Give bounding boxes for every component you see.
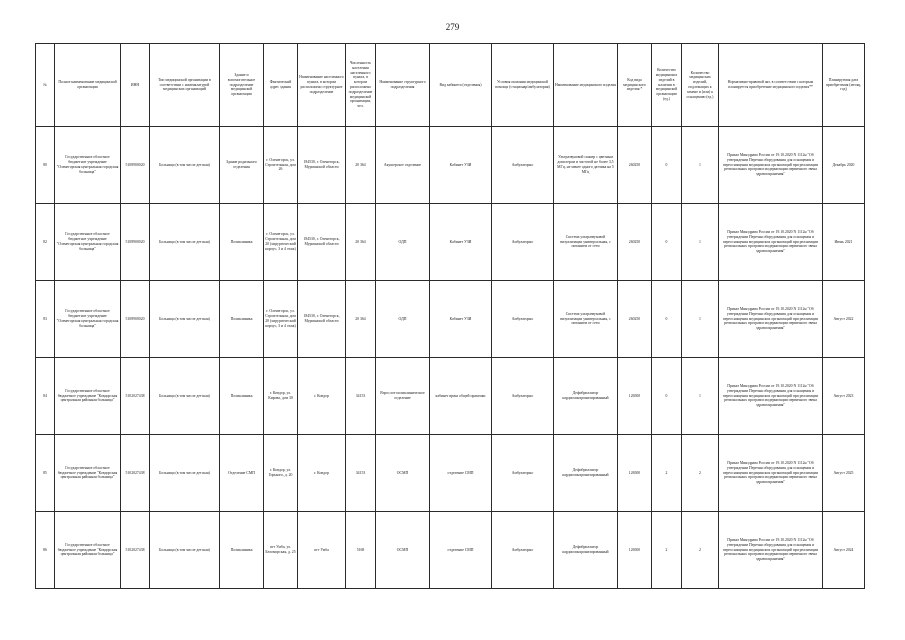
room-cell: кабинет врача общей практики [430, 358, 492, 435]
conditions-cell: Амбулаторно [492, 281, 554, 358]
header-cell: Фактический адрес здания [264, 44, 298, 127]
qty-need-cell: 1 [682, 358, 719, 435]
building-cell: Поликлиника [220, 512, 264, 589]
product-cell: Дефибриллятор кардиосинхронизированный [554, 512, 618, 589]
planned-date-cell: Декабрь 2020 [823, 127, 865, 204]
address-cell: г. Оленегорск, ул. Строительная, дом 26 [264, 127, 298, 204]
code-cell: 260250 [618, 204, 652, 281]
qty-need-cell: 2 [682, 512, 719, 589]
organization-name: Государственное областное бюджетное учреждение "Оленегорская центральная городская больница" [55, 127, 121, 204]
qty-have-cell: 2 [652, 512, 682, 589]
regulation-cell: Приказ Минздрава России от 19.10.2020 N 1112н "Об утверждении Перечня оборудования для оснащения и переоснащения медицинских организаций при реализации региональных программ модернизации первичного звена здравоохранения" [719, 512, 823, 589]
table-row [36, 281, 865, 358]
inn-cell: 5108900020 [121, 204, 150, 281]
organization-name: Государственное областное бюджетное учреждение "Ковдорская центральная районная больница" [55, 435, 121, 512]
regulation-cell: Приказ Минздрава России от 19.10.2020 N 1112н "Об утверждении Перечня оборудования для оснащения и переоснащения медицинских организаций при реализации региональных программ модернизации первичного звена здравоохранения" [719, 204, 823, 281]
row-number: 80 [36, 127, 55, 204]
population-cell: 20 364 [346, 281, 376, 358]
header-cell: Вид кабинета (отделения) [430, 44, 492, 127]
department-cell: Взрослое поликлиническое отделение [376, 358, 430, 435]
header-cell: Количество медицинских изделий, подлежащих к замене и (или) к оснащению (ед.) [682, 44, 719, 127]
building-cell: Поликлиника [220, 204, 264, 281]
header-cell: Здание и вспомогательное подразделение медицинской организации [220, 44, 264, 127]
equipment-table [35, 43, 865, 589]
code-cell: 260250 [618, 281, 652, 358]
code-cell: 126500 [618, 358, 652, 435]
row-number: 82 [36, 204, 55, 281]
inn-cell: 5108900020 [121, 127, 150, 204]
planned-date-cell: Август 2024 [823, 512, 865, 589]
locality-cell: 184530, г. Оленегорск, Мурманской области [298, 127, 346, 204]
department-cell: ОДП [376, 281, 430, 358]
inn-cell: 5102027438 [121, 512, 150, 589]
organization-type: Больница (в том числе детская) [150, 281, 220, 358]
product-cell: Система ультразвуковой визуализации универсальная, с питанием от сети [554, 204, 618, 281]
conditions-cell: Амбулаторно [492, 127, 554, 204]
room-cell: Кабинет УЗИ [430, 281, 492, 358]
department-cell: Акушерское отделение [376, 127, 430, 204]
code-cell: 126500 [618, 512, 652, 589]
row-number: 83 [36, 281, 55, 358]
product-cell: Дефибриллятор кардиосинхронизированный [554, 435, 618, 512]
population-cell: 34153 [346, 435, 376, 512]
header-cell: Тип медицинской организации в соответствии с номенклатурой медицинских организаций [150, 44, 220, 127]
code-cell: 126500 [618, 435, 652, 512]
product-cell: Ультразвуковой сканер с цветным допплером и частотой не более 3,5 МГц, не менее одного датчика на 5 МГц [554, 127, 618, 204]
table-header-row [36, 44, 865, 127]
qty-have-cell: 2 [652, 435, 682, 512]
header-cell: ИНН [121, 44, 150, 127]
organization-name: Государственное областное бюджетное учреждение "Оленегорская центральная городская больница" [55, 204, 121, 281]
conditions-cell: Амбулаторно [492, 435, 554, 512]
address-cell: г. Оленегорск, ул. Строительная, дом 20 (хирургический корпус, 3 и 4 этаж) [264, 281, 298, 358]
header-cell: Наименование структурного подразделения [376, 44, 430, 127]
row-number: 86 [36, 512, 55, 589]
organization-type: Больница (в том числе детская) [150, 204, 220, 281]
population-cell: 34153 [346, 358, 376, 435]
qty-have-cell: 0 [652, 281, 682, 358]
inn-cell: 5108900020 [121, 281, 150, 358]
header-cell: Нормативно-правовой акт, в соответствии с которым планируется приобретение медицинского изделия** [719, 44, 823, 127]
room-cell: отделение СМП [430, 512, 492, 589]
locality-cell: 184530, г. Оленегорск, Мурманской области [298, 281, 346, 358]
header-cell: Код вида медицинского изделия * [618, 44, 652, 127]
department-cell: ОСМП [376, 435, 430, 512]
room-cell: Кабинет УЗИ [430, 127, 492, 204]
qty-have-cell: 0 [652, 358, 682, 435]
building-cell: Поликлиника [220, 358, 264, 435]
organization-type: Больница (в том числе детская) [150, 127, 220, 204]
building-cell: Здание родильного отделения [220, 127, 264, 204]
regulation-cell: Приказ Минздрава России от 19.10.2020 N 1112н "Об утверждении Перечня оборудования для оснащения и переоснащения медицинских организаций при реализации региональных программ модернизации первичного звена здравоохранения" [719, 127, 823, 204]
inn-cell: 5102027438 [121, 435, 150, 512]
conditions-cell: Амбулаторно [492, 358, 554, 435]
header-cell: Численность населения населенного пункта, в котором расположено подразделение медицинской организации, чел. [346, 44, 376, 127]
table-row [36, 512, 865, 589]
locality-cell: пгт Умба [298, 512, 346, 589]
header-cell: № [36, 44, 55, 127]
qty-have-cell: 0 [652, 204, 682, 281]
population-cell: 20 364 [346, 127, 376, 204]
row-number: 84 [36, 358, 55, 435]
planned-date-cell: Август 2022 [823, 281, 865, 358]
conditions-cell: Амбулаторно [492, 512, 554, 589]
organization-type: Больница (в том числе детская) [150, 512, 220, 589]
locality-cell: 184530, г. Оленегорск, Мурманской области [298, 204, 346, 281]
address-cell: г. Ковдор, ул. Кирова, дом 30 [264, 358, 298, 435]
regulation-cell: Приказ Минздрава России от 19.10.2020 N 1112н "Об утверждении Перечня оборудования для оснащения и переоснащения медицинских организаций при реализации региональных программ модернизации первичного звена здравоохранения" [719, 281, 823, 358]
organization-name: Государственное областное бюджетное учреждение "Ковдорская центральная районная больница" [55, 512, 121, 589]
header-cell: Количество медицинских изделий в наличии в медицинской организации (ед.) [652, 44, 682, 127]
planned-date-cell: Август 2025 [823, 435, 865, 512]
header-cell: Условия оказания медицинской помощи (стационар/амбулатория) [492, 44, 554, 127]
qty-need-cell: 2 [682, 435, 719, 512]
organization-type: Больница (в том числе детская) [150, 358, 220, 435]
planned-date-cell: Август 2023 [823, 358, 865, 435]
organization-name: Государственное областное бюджетное учреждение "Ковдорская центральная районная больница" [55, 358, 121, 435]
organization-type: Больница (в том числе детская) [150, 435, 220, 512]
qty-need-cell: 1 [682, 281, 719, 358]
address-cell: пгт Умба, ул. Беломорская, д. 25 [264, 512, 298, 589]
address-cell: г. Ковдор, ул. Горького, д. 20 [264, 435, 298, 512]
department-cell: ОДП [376, 204, 430, 281]
address-cell: г. Оленегорск, ул. Строительная, дом 20 (хирургический корпус, 3 и 4 этаж) [264, 204, 298, 281]
building-cell: Поликлиника [220, 281, 264, 358]
row-number: 85 [36, 435, 55, 512]
table-row [36, 204, 865, 281]
department-cell: ОСМП [376, 512, 430, 589]
table-row [36, 127, 865, 204]
header-cell: Планируемая дата приобретения (месяц, год) [823, 44, 865, 127]
table-row [36, 435, 865, 512]
qty-need-cell: 1 [682, 204, 719, 281]
population-cell: 20 364 [346, 204, 376, 281]
population-cell: 5168 [346, 512, 376, 589]
locality-cell: г. Ковдор [298, 358, 346, 435]
header-cell: Наименование населенного пункта, в котором расположено структурное подразделение [298, 44, 346, 127]
qty-have-cell: 0 [652, 127, 682, 204]
header-cell: Полное наименование медицинской организации [55, 44, 121, 127]
page-number: 279 [445, 22, 460, 32]
regulation-cell: Приказ Минздрава России от 19.10.2020 N 1112н "Об утверждении Перечня оборудования для оснащения и переоснащения медицинских организаций при реализации региональных программ модернизации первичного звена здравоохранения" [719, 358, 823, 435]
conditions-cell: Амбулаторно [492, 204, 554, 281]
table-row [36, 358, 865, 435]
planned-date-cell: Июнь 2021 [823, 204, 865, 281]
code-cell: 260250 [618, 127, 652, 204]
regulation-cell: Приказ Минздрава России от 19.10.2020 N 1112н "Об утверждении Перечня оборудования для оснащения и переоснащения медицинских организаций при реализации региональных программ модернизации первичного звена здравоохранения" [719, 435, 823, 512]
locality-cell: г. Ковдор [298, 435, 346, 512]
room-cell: отделение СМП [430, 435, 492, 512]
organization-name: Государственное областное бюджетное учреждение "Оленегорская центральная городская больница" [55, 281, 121, 358]
product-cell: Система ультразвуковой визуализации универсальная, с питанием от сети [554, 281, 618, 358]
header-cell: Наименование медицинского изделия [554, 44, 618, 127]
building-cell: Отделение СМП [220, 435, 264, 512]
inn-cell: 5102027438 [121, 358, 150, 435]
product-cell: Дефибриллятор кардиосинхронизированный [554, 358, 618, 435]
room-cell: Кабинет УЗИ [430, 204, 492, 281]
qty-need-cell: 1 [682, 127, 719, 204]
